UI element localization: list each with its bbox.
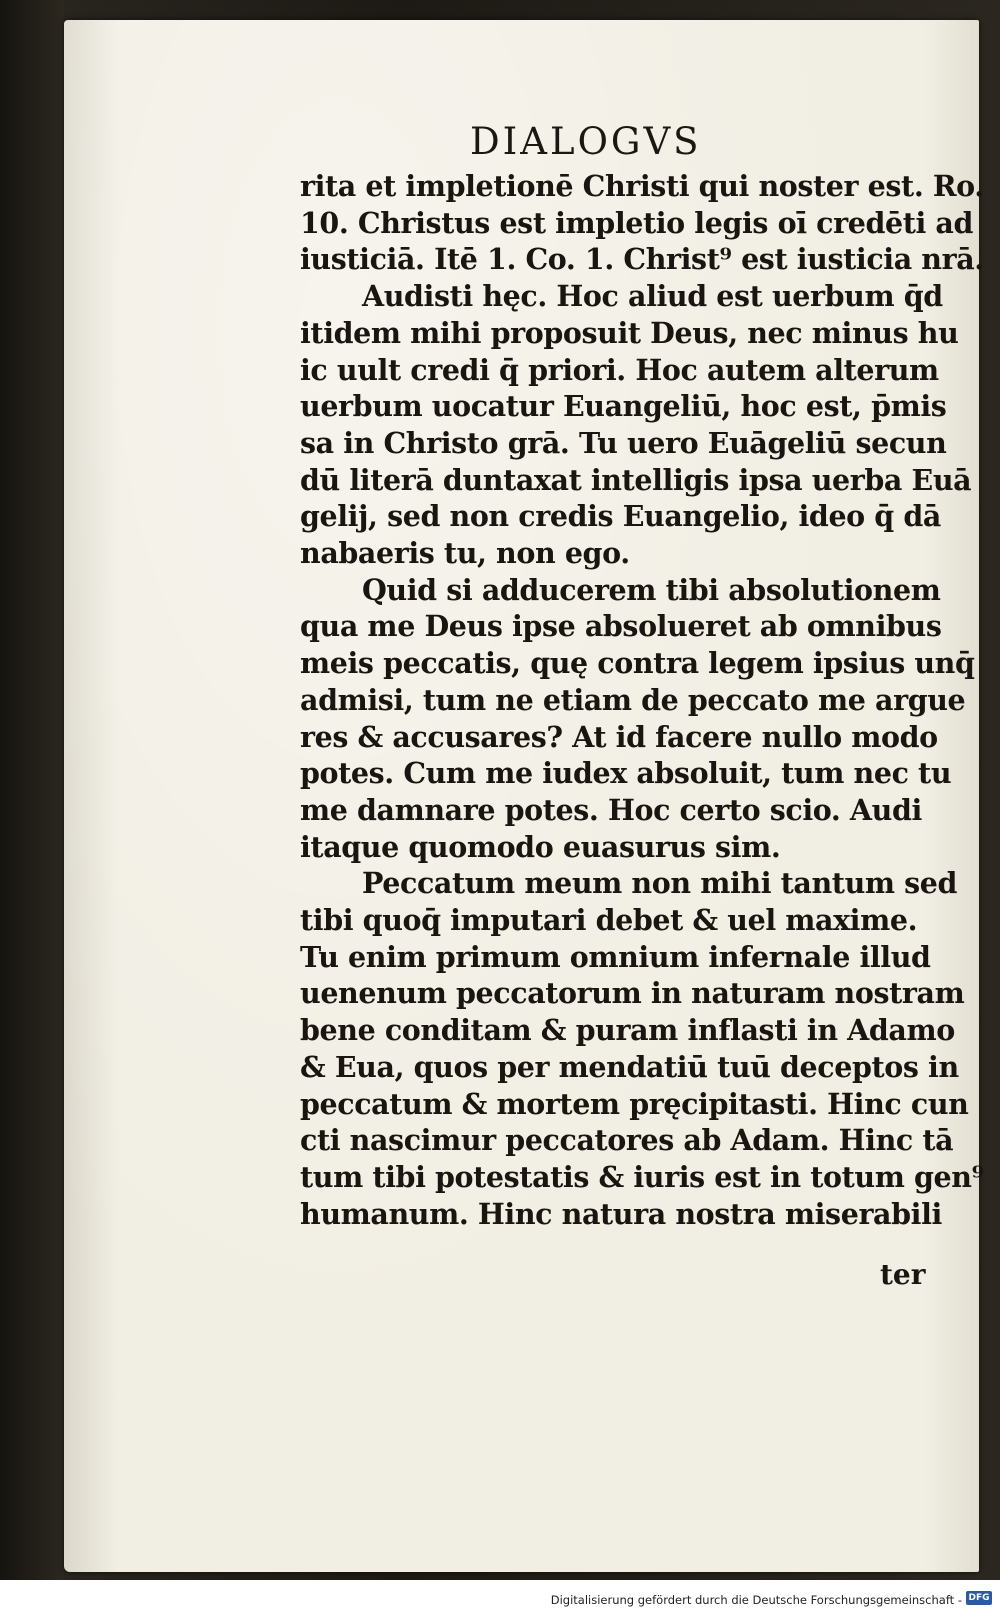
text-line: Quid si adducerem tibi absolutionem — [362, 572, 941, 607]
text-line: & Eua, quos per mendatiū tuū deceptos in — [300, 1049, 959, 1084]
text-line: potes. Cum me iudex absoluit, tum nec tu — [300, 756, 952, 791]
text-line: res & accusares? At id facere nullo modo — [300, 719, 938, 754]
dfg-logo[interactable]: DFG — [966, 1591, 992, 1605]
digitization-credit: Digitalisierung gefördert durch die Deutsche Forschungsgemeinschaft - — [550, 1593, 962, 1607]
text-line: bene conditam & puram inflasti in Adamo — [300, 1013, 955, 1048]
text-line: tum tibi potestatis & iuris est in totum gen⁹ — [300, 1159, 984, 1194]
text-line: ic uult credi q̄ priori. Hoc autem alterum — [300, 352, 939, 387]
text-line: meis peccatis, quę contra legem ipsius unq̄ — [300, 646, 975, 681]
text-line: Tu enim primum omnium infernale illud — [300, 939, 931, 974]
text-line: humanum. Hinc natura nostra miserabili — [300, 1196, 942, 1231]
running-head: DIALOGVS — [470, 120, 702, 163]
text-line: rita et impletionē Christi qui noster est. Ro. — [300, 169, 984, 203]
text-line: sa in Christo grā. Tu uero Euāgeliū secun — [300, 425, 947, 460]
text-line: gelij, sed non credis Euangelio, ideo q̄ dā — [300, 499, 941, 534]
text-line: itidem mihi proposuit Deus, nec minus hu — [300, 315, 959, 350]
body-text — [300, 168, 984, 1232]
catchword: ter — [880, 1258, 926, 1291]
text-line: tibi quoq̄ imputari debet & uel maxime. — [300, 903, 918, 938]
book-gutter — [0, 0, 64, 1580]
text-line: 10. Christus est impletio legis oī credēti ad — [300, 205, 974, 240]
text-line: qua me Deus ipse absolueret ab omnibus — [300, 609, 942, 644]
text-line: uerbum uocatur Euangeliū, hoc est, p̄mis — [300, 389, 947, 424]
text-line: me damnare potes. Hoc certo scio. Audi — [300, 792, 922, 827]
text-line: Peccatum meum non mihi tantum sed — [362, 866, 958, 901]
text-line: iusticiā. Itē 1. Co. 1. Christ⁹ est iusticia nrā. — [300, 242, 984, 277]
text-line: Audisti hęc. Hoc aliud est uerbum q̄d — [362, 279, 943, 314]
text-line: admisi, tum ne etiam de peccato me argue — [300, 682, 966, 717]
text-line: nabaeris tu, non ego. — [300, 536, 630, 571]
text-line: peccatum & mortem pręcipitasti. Hinc cun — [300, 1086, 969, 1121]
text-line: uenenum peccatorum in naturam nostram — [300, 976, 965, 1011]
text-line: dū literā duntaxat intelligis ipsa uerba Euā — [300, 462, 972, 497]
text-line: cti nascimur peccatores ab Adam. Hinc tā — [300, 1123, 954, 1158]
text-line: itaque quomodo euasurus sim. — [300, 829, 781, 864]
